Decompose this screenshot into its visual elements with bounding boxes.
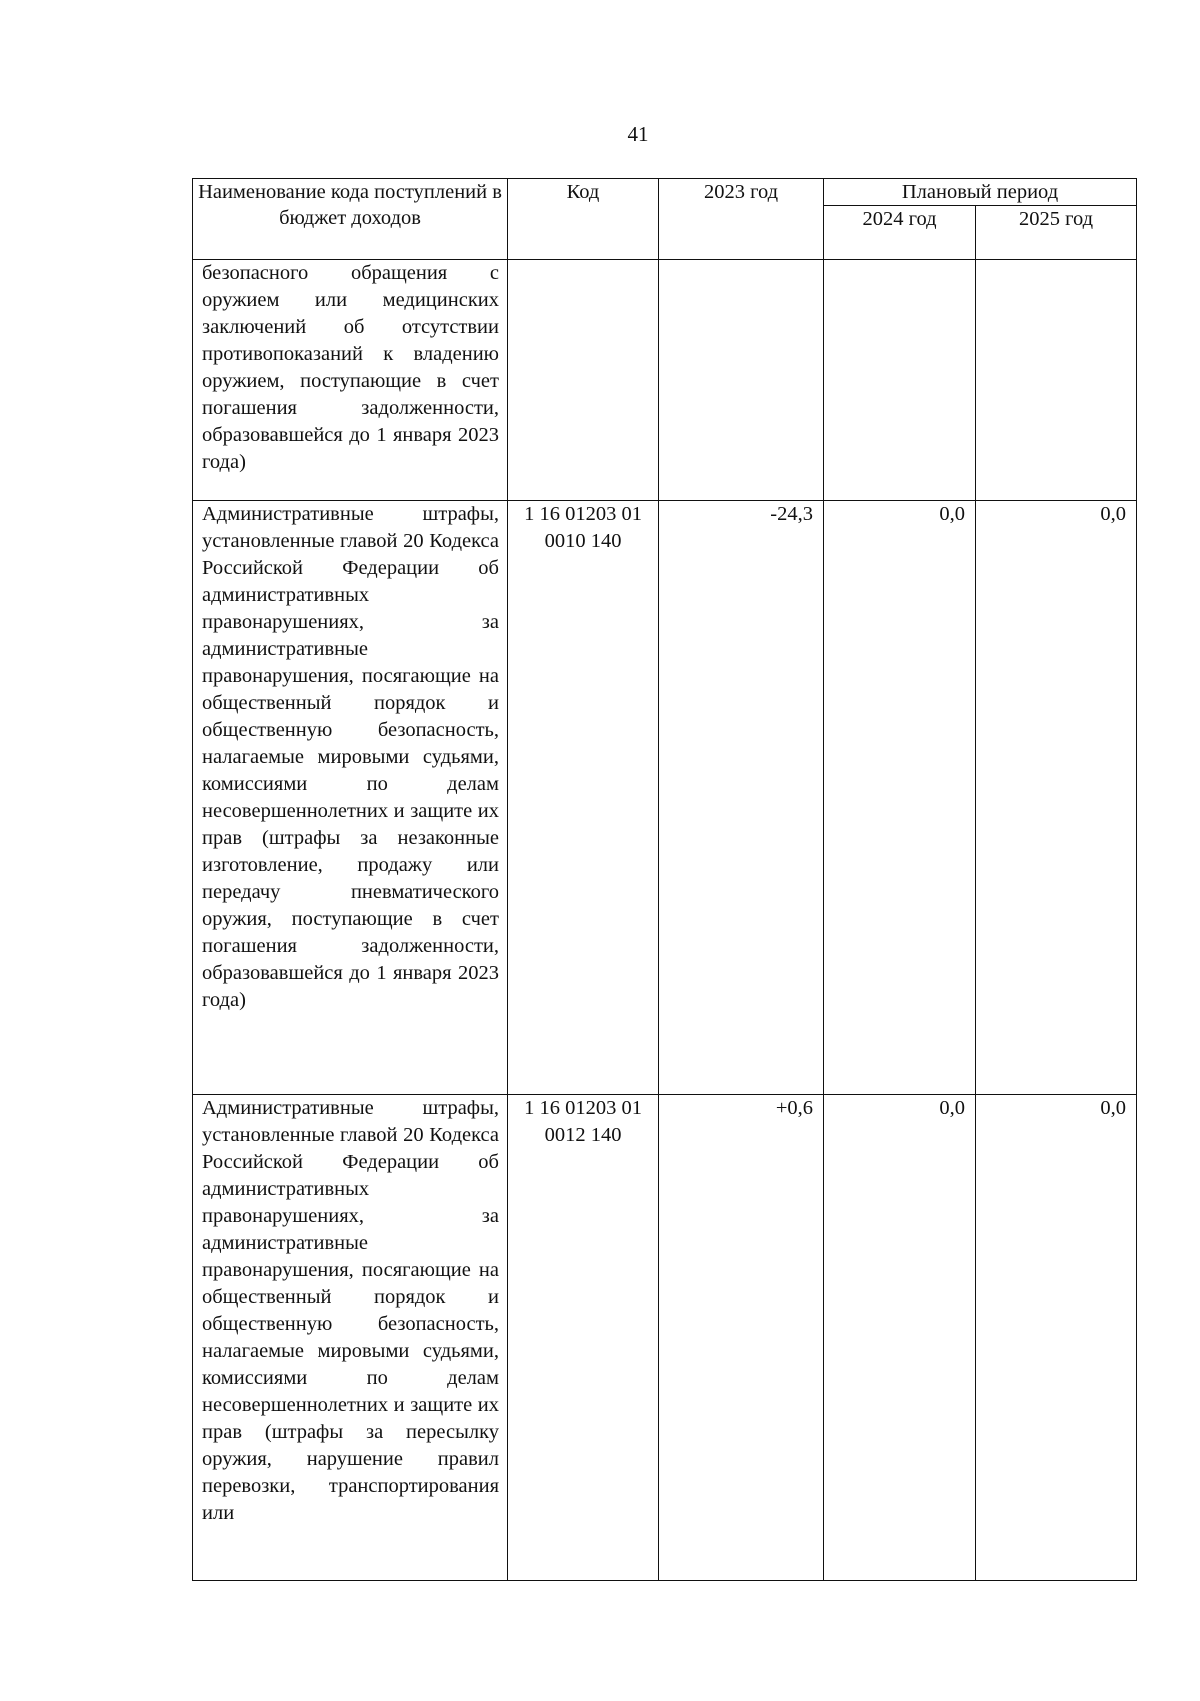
row-name: безопасного обращения с оружием или медицинских заключений об отсутствии противопоказаний к владению оружием, поступающие в счет погашения задолженности, образовавшейся до 1 января 2023 года)	[193, 260, 508, 501]
header-2024: 2024 год	[824, 206, 976, 260]
row-value-2023	[659, 260, 824, 501]
budget-revenue-table	[192, 178, 1137, 1581]
row-value-2024: 0,0	[824, 501, 976, 1095]
header-name: Наименование кода поступлений в бюджет доходов	[193, 179, 508, 260]
header-2023: 2023 год	[659, 179, 824, 260]
row-value-2025: 0,0	[976, 1095, 1137, 1581]
table-row	[193, 1095, 1137, 1581]
row-value-2023: +0,6	[659, 1095, 824, 1581]
row-code	[508, 260, 659, 501]
page-number: 41	[627, 122, 649, 146]
row-value-2025	[976, 260, 1137, 501]
row-code: 1 16 01203 01 0010 140	[508, 501, 659, 1095]
row-value-2024	[824, 260, 976, 501]
header-2025: 2025 год	[976, 206, 1137, 260]
row-code: 1 16 01203 01 0012 140	[508, 1095, 659, 1581]
table-row	[193, 260, 1137, 501]
row-name: Административные штрафы, установленные главой 20 Кодекса Российской Федерации об административных правонарушениях, за административные правонарушения, посягающие на общественный порядок и общественную безопасность, налагаемые мировыми судьями, комиссиями по делам несовершеннолетних и защите их прав (штрафы за незаконные изготовление, продажу или передачу пневматического оружия, поступающие в счет погашения задолженности, образовавшейся до 1 января 2023 года)	[193, 501, 508, 1095]
row-name: Административные штрафы, установленные главой 20 Кодекса Российской Федерации об административных правонарушениях, за административные правонарушения, посягающие на общественный порядок и общественную безопасность, налагаемые мировыми судьями, комиссиями по делам несовершеннолетних и защите их прав (штрафы за пересылку оружия, нарушение правил перевозки, транспортирования или	[193, 1095, 508, 1581]
table-row	[193, 501, 1137, 1095]
row-value-2024: 0,0	[824, 1095, 976, 1581]
row-value-2025: 0,0	[976, 501, 1137, 1095]
header-planned-period: Плановый период	[824, 179, 1137, 206]
row-value-2023: -24,3	[659, 501, 824, 1095]
header-code: Код	[508, 179, 659, 260]
